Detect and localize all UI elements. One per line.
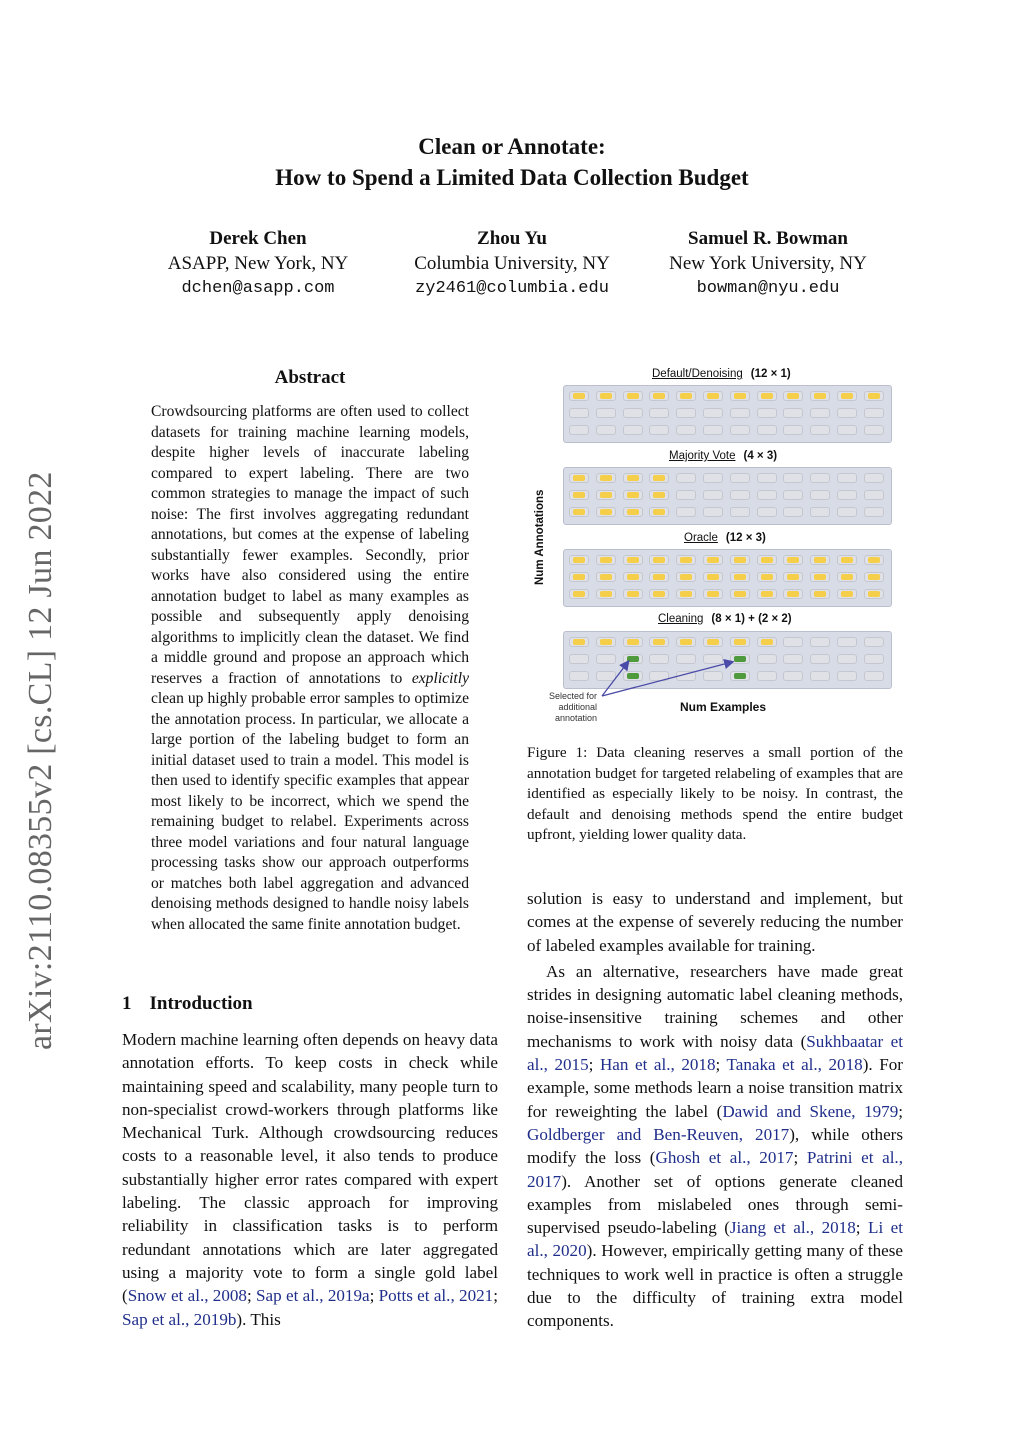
author-affiliation: Columbia University, NY [414,253,610,274]
annotation-cell [703,473,723,483]
annotation-cell [730,425,750,435]
annotation-cell [703,637,723,647]
annotation-cell [730,408,750,418]
panel-formula: (4 × 3) [743,450,778,462]
annotation-cell [837,473,857,483]
annotation-cell [569,555,589,565]
annotation-mark [653,591,665,597]
annotation-mark [573,475,585,481]
annotation-cell [757,589,777,599]
citation-link[interactable]: Patrini et al., 2017 [527,1148,903,1191]
citation-link[interactable]: Snow et al., 2008 [127,1286,247,1306]
abstract-part: clean up highly probable error samples to optimize the annotation process. In particular, we allocate a large portion of the labeling budget to form an initial dataset used to train a model. This model is then used to identify specific examples that appear most likely to be incorrect, which we spend the remaining budget to relabel. Experiments across three model variations and four natural language processing tasks show our approach outperforms or matches both label aggregation and advanced denoising methods designed to handle noisy labels when allocated the same finite annotation budget. [151,690,469,933]
annotation-cell [676,490,696,500]
annotation-cell [783,507,803,517]
annotation-cell [623,555,643,565]
annotation-mark [734,574,746,580]
author-name: Samuel R. Bowman [688,228,848,249]
annotation-mark [761,393,773,399]
annotation-cell [837,555,857,565]
annotation-mark [653,475,665,481]
panel-title-cleaning [658,613,792,625]
annotation-cell [757,490,777,500]
annotation-cell [783,637,803,647]
annotation-cell [783,589,803,599]
annotation-mark [761,639,773,645]
annotation-mark [573,393,585,399]
annotation-cell [676,507,696,517]
annotation-mark [761,591,773,597]
annotation-cell [864,654,884,664]
annotation-mark [680,574,692,580]
panel-formula: (8 × 1) + (2 × 2) [711,613,792,625]
annotation-cell [569,637,589,647]
annotation-cell [703,408,723,418]
author-email[interactable]: dchen@asapp.com [181,279,335,298]
selection-arrows [590,650,760,710]
annotation-cell [757,572,777,582]
abstract-emphasis: explicitly [411,669,469,687]
annotation-cell [649,507,669,517]
annotation-mark [680,557,692,563]
arrow-to-selected-cell [602,662,628,696]
body-text: ). This [236,1309,281,1329]
annotation-mark [600,475,612,481]
annotation-mark [627,591,639,597]
annotation-mark [600,509,612,515]
annotation-mark [627,574,639,580]
annotation-cell [649,555,669,565]
author-block [128,226,388,301]
annotation-mark [600,557,612,563]
title-line-2: How to Spend a Limited Data Collection Budget [275,165,749,190]
annotation-mark [573,492,585,498]
section-heading [122,993,271,1015]
annotation-mark [707,393,719,399]
body-text: As an alternative, researchers have made great strides in designing automatic label cleaning methods, noise-insensitive training schemes and other mechanisms to work with noisy data ( [527,961,903,1051]
annotation-cell [596,490,616,500]
annotation-cell [623,637,643,647]
annotation-mark [814,557,826,563]
annotation-mark [868,557,880,563]
annotation-mark [707,574,719,580]
intro-right-column [527,887,903,1333]
annotation-mark [600,574,612,580]
annotation-mark [787,393,799,399]
annotation-cell [569,589,589,599]
annotation-cell [623,473,643,483]
annotation-cell [623,589,643,599]
annotation-cell [596,572,616,582]
annotation-cell [730,589,750,599]
annotation-mark [600,591,612,597]
citation-link[interactable]: Li et al., 2020 [527,1218,903,1261]
annotation-cell [596,473,616,483]
author-email[interactable]: zy2461@columbia.edu [415,279,609,298]
intro-paragraph [122,1028,498,1331]
annotation-cell [703,589,723,599]
annotation-cell [676,408,696,418]
annotation-cell [596,589,616,599]
annotation-cell [810,391,830,401]
x-axis-label: Num Examples [680,700,767,714]
annotation-mark [627,557,639,563]
annotation-cell [596,391,616,401]
annotation-mark [653,509,665,515]
annotation-mark [814,393,826,399]
annotation-mark [600,393,612,399]
annotation-cell [649,490,669,500]
annotation-mark [653,557,665,563]
annotation-mark [787,591,799,597]
annotation-cell [569,490,589,500]
body-text: ; [855,1218,868,1238]
annotation-grid-default [563,385,892,443]
annotation-mark [707,639,719,645]
abstract-heading: Abstract [274,367,346,388]
annotation-cell [730,637,750,647]
annotation-cell [837,408,857,418]
annotation-mark [761,557,773,563]
annotation-cell [703,555,723,565]
annotation-cell [864,671,884,681]
author-affiliation: ASAPP, New York, NY [167,253,349,274]
annotation-cell [757,637,777,647]
annotation-cell [703,490,723,500]
abstract-part: Crowdsourcing platforms are often used to collect datasets for training machine learning models, despite higher levels of inaccurate labeling compared to expert labeling. There are two common strategies to manage the impact of such noise: The first involves aggregating redundant annotations, but comes at the expense of labeling substantially fewer examples. Secondly, prior works have also considered using the entire annotation budget to label as many examples as possible and subsequently apply denoising algorithms to implicitly clean the dataset. We find a middle ground and propose an approach which reserves a fraction of annotations to [151,403,469,687]
annotation-cell [783,654,803,664]
annotation-cell [596,507,616,517]
annotation-mark [680,591,692,597]
annotation-cell [864,637,884,647]
annotation-mark [573,509,585,515]
annotation-mark [734,591,746,597]
annotation-mark [868,591,880,597]
annotation-cell [649,425,669,435]
paper-title [0,131,1024,193]
annotation-cell [837,391,857,401]
annotation-cell [864,473,884,483]
annotation-mark [627,492,639,498]
body-text: ). Another set of options generate cleaned examples from mislabeled ones through semi-supervised pseudo-labeling ( [527,1171,903,1238]
annotation-cell [623,572,643,582]
citation-link[interactable]: Goldberger and Ben-Reuven, 2017 [527,1124,790,1144]
body-text: Modern machine learning often depends on heavy data annotation efforts. To keep costs in check while maintaining speed and scalability, many people turn to non-specialist crowd-workers through platforms like Mechanical Turk. Although crowdsourcing reduces costs to a reasonable level, it also tends to produce substantially higher error rates compared with expert labeling. The classic approach for improving reliability in classification tasks is to perform redundant annotations which are later aggregated using a majority vote to form a single gold label ( [122,1030,498,1306]
annotation-cell [783,391,803,401]
annotation-cell [757,507,777,517]
annotation-cell [864,408,884,418]
annotation-cell [569,507,589,517]
annotation-mark [627,393,639,399]
annotation-cell [730,473,750,483]
body-text: ; [793,1148,807,1168]
panel-title-default [652,368,791,380]
annotation-mark [627,475,639,481]
annotation-mark [707,557,719,563]
annotation-mark [868,574,880,580]
annotation-cell [649,473,669,483]
annotation-mark [734,639,746,645]
annotation-cell [676,572,696,582]
body-text: ). However, empirically getting many of these techniques to work well in practice is often a struggle due to the difficulty of training extra model components. [527,1241,903,1331]
annotation-cell [783,490,803,500]
section-title: Introduction [149,993,253,1014]
annotation-cell [864,490,884,500]
annotation-mark [734,557,746,563]
annotation-cell [676,391,696,401]
intro-paragraph [527,960,903,1333]
annotation-mark [841,574,853,580]
panel-name: Oracle [684,532,718,544]
annotation-cell [703,391,723,401]
annotation-mark [653,492,665,498]
annotation-mark [573,639,585,645]
annotation-cell [810,490,830,500]
annotation-mark [814,574,826,580]
annotation-cell [864,391,884,401]
annotation-cell [596,408,616,418]
annotation-mark [734,393,746,399]
annotation-cell [569,408,589,418]
annotation-mark [653,574,665,580]
citation-link[interactable]: Han et al., 2018 [599,1055,716,1075]
citation-link[interactable]: Tanaka et al., 2018 [726,1055,863,1075]
annotation-cell [730,391,750,401]
annotation-cell [783,572,803,582]
panel-name: Majority Vote [669,450,736,462]
body-text: ; [588,1055,600,1075]
annotation-cell [676,555,696,565]
annotation-mark [787,557,799,563]
annotation-mark [814,591,826,597]
annotation-cell [783,473,803,483]
citation-link[interactable]: Sukhbaatar et al., 2015 [527,1031,903,1075]
annotation-cell [757,408,777,418]
annotation-mark [627,509,639,515]
annotation-cell [596,425,616,435]
annotation-cell [864,507,884,517]
panel-name: Cleaning [658,613,704,625]
author-block [638,226,898,301]
annotation-cell [623,507,643,517]
annotation-cell [810,425,830,435]
annotation-cell [864,425,884,435]
annotation-mark [761,574,773,580]
citation-link[interactable]: Dawid and Skene, 1979 [722,1101,899,1121]
annotation-grid-oracle [563,549,892,607]
annotation-mark [841,591,853,597]
annotation-mark [787,574,799,580]
annotation-cell [596,555,616,565]
annotation-mark [627,639,639,645]
arxiv-identifier: arXiv:2110.08355v2 [cs.CL] 12 Jun 2022 [22,471,59,1050]
annotation-cell [569,654,589,664]
panel-title-oracle [684,532,766,544]
annotation-cell [676,425,696,435]
annotation-mark [841,393,853,399]
selection-note: Selected for additional annotation [548,691,597,723]
annotation-grid-majority-vote [563,467,892,525]
body-text: ; [715,1055,727,1075]
body-text: ; [246,1286,257,1306]
annotation-mark [653,393,665,399]
annotation-cell [757,555,777,565]
annotation-cell [837,637,857,647]
figure-caption: Figure 1: Data cleaning reserves a small portion of the annotation budget for targeted relabeling of examples that are identified as especially likely to be noisy. In contrast, the default and denoising methods spend the entire budget upfront, yielding lower quality data. [527,744,903,844]
annotation-mark [600,492,612,498]
annotation-mark [680,639,692,645]
annotation-cell [596,637,616,647]
annotation-cell [730,490,750,500]
annotation-cell [810,572,830,582]
panel-title-majority [669,450,777,462]
annotation-cell [569,473,589,483]
annotation-mark [573,591,585,597]
annotation-cell [810,637,830,647]
annotation-cell [757,473,777,483]
annotation-cell [649,408,669,418]
annotation-cell [783,425,803,435]
author-affiliation: New York University, NY [669,253,867,274]
author-name: Zhou Yu [477,228,547,249]
annotation-cell [649,391,669,401]
annotation-cell [837,671,857,681]
y-axis-label: Num Annotations [534,489,546,585]
citation-link[interactable]: Sap et al., 2019b [122,1309,237,1329]
annotation-cell [730,555,750,565]
body-text: ). For example, some methods learn a noise transition matrix for reweighting the label ( [527,1055,903,1121]
body-text: ; [898,1101,904,1121]
annotation-cell [730,572,750,582]
annotation-cell [810,473,830,483]
citation-link[interactable]: Ghosh et al., 2017 [655,1148,794,1168]
annotation-cell [623,391,643,401]
annotation-mark [868,393,880,399]
annotation-cell [623,408,643,418]
annotation-cell [783,671,803,681]
annotation-cell [703,507,723,517]
annotation-cell [569,391,589,401]
annotation-cell [649,637,669,647]
citation-link[interactable]: Potts et al., 2021 [378,1286,494,1306]
annotation-mark [680,393,692,399]
annotation-mark [573,574,585,580]
author-email[interactable]: bowman@nyu.edu [696,279,840,298]
citation-link[interactable]: Jiang et al., 2018 [729,1218,856,1238]
body-text: ), while others modify the loss ( [527,1124,904,1168]
annotation-cell [864,555,884,565]
author-name: Derek Chen [209,228,307,249]
author-block [382,226,642,301]
annotation-cell [623,425,643,435]
annotation-cell [569,572,589,582]
section-number: 1 [122,993,132,1014]
annotation-cell [810,408,830,418]
intro-paragraph: solution is easy to understand and implement, but comes at the expense of severely reducing the number of labeled examples available for training. [527,889,903,955]
annotation-cell [649,589,669,599]
annotation-cell [837,572,857,582]
panel-formula: (12 × 1) [750,368,791,380]
annotation-cell [676,473,696,483]
annotation-cell [837,589,857,599]
annotation-cell [810,555,830,565]
annotation-mark [841,557,853,563]
annotation-cell [757,391,777,401]
annotation-cell [837,490,857,500]
annotation-cell [703,572,723,582]
annotation-cell [730,507,750,517]
title-line-1: Clean or Annotate: [418,134,606,159]
annotation-mark [707,591,719,597]
panel-name: Default/Denoising [652,368,743,380]
body-text: ; [493,1286,498,1306]
annotation-cell [703,425,723,435]
annotation-cell [837,425,857,435]
annotation-mark [653,639,665,645]
abstract-text [151,402,469,935]
body-text: ; [369,1286,379,1306]
arrow-to-selected-cell [602,662,732,696]
annotation-cell [783,555,803,565]
citation-link[interactable]: Sap et al., 2019a [256,1286,370,1306]
annotation-cell [623,490,643,500]
annotation-cell [649,572,669,582]
annotation-cell [783,408,803,418]
annotation-cell [569,425,589,435]
panel-formula: (12 × 3) [725,532,766,544]
annotation-cell [676,637,696,647]
annotation-cell [864,589,884,599]
annotation-cell [810,671,830,681]
annotation-cell [837,507,857,517]
annotation-cell [676,589,696,599]
annotation-cell [810,654,830,664]
annotation-cell [569,671,589,681]
annotation-cell [757,425,777,435]
annotation-cell [810,507,830,517]
annotation-mark [573,557,585,563]
annotation-mark [600,639,612,645]
annotation-cell [810,589,830,599]
annotation-cell [864,572,884,582]
annotation-cell [837,654,857,664]
